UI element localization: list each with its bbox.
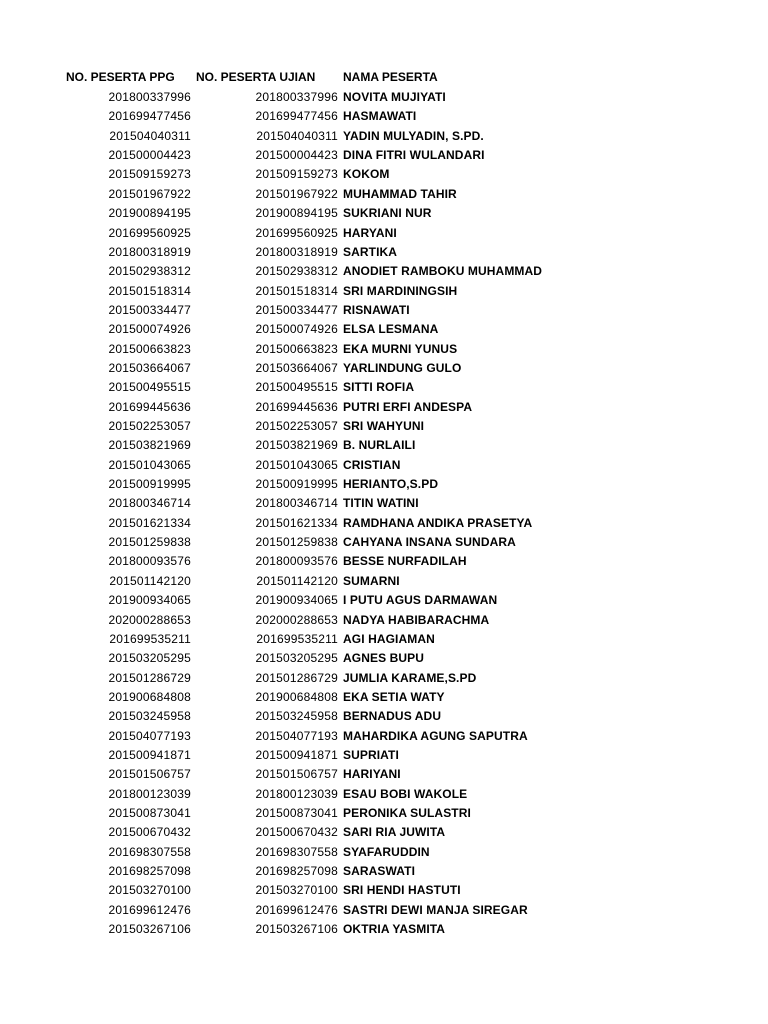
cell-no-peserta-ppg: 201503205295 — [108, 651, 191, 666]
table-row — [0, 436, 768, 455]
cell-no-peserta-ppg: 202000288653 — [108, 612, 191, 627]
table-row — [0, 862, 768, 881]
cell-no-peserta-ppg: 201500334477 — [108, 302, 191, 317]
cell-nama-peserta: SUPRIATI — [343, 747, 399, 762]
cell-no-peserta-ppg: 201503267106 — [108, 922, 191, 937]
cell-nama-peserta: PUTRI ERFI ANDESPA — [343, 399, 473, 414]
cell-no-peserta-ppg: 201500663823 — [108, 341, 191, 356]
cell-no-peserta-ujian: 201500873041 — [255, 806, 338, 820]
cell-no-peserta-ppg: 201501043065 — [108, 457, 191, 472]
cell-no-peserta-ppg: 201800318919 — [108, 244, 191, 259]
cell-no-peserta-ujian: 201500495515 — [255, 380, 338, 395]
table-row — [0, 262, 768, 281]
cell-no-peserta-ujian: 201509159273 — [255, 167, 338, 182]
cell-no-peserta-ppg: 201500873041 — [108, 806, 191, 820]
cell-nama-peserta: I PUTU AGUS DARMAWAN — [343, 593, 498, 608]
cell-no-peserta-ppg: 201503245958 — [108, 709, 191, 724]
cell-no-peserta-ppg: 201800337996 — [108, 90, 191, 104]
cell-nama-peserta: OKTRIA YASMITA — [343, 922, 446, 937]
cell-no-peserta-ppg: 201503821969 — [108, 438, 191, 453]
cell-nama-peserta: SUMARNI — [343, 573, 400, 588]
cell-no-peserta-ujian: 201900894195 — [255, 206, 338, 221]
cell-nama-peserta: ANODIET RAMBOKU MUHAMMAD — [343, 264, 543, 279]
cell-nama-peserta: SASTRI DEWI MANJA SIREGAR — [343, 902, 528, 917]
table-row — [0, 823, 768, 842]
cell-no-peserta-ujian: 201800093576 — [255, 554, 338, 569]
header-nama-peserta: NAMA PESERTA — [343, 70, 438, 84]
table-row — [0, 88, 768, 107]
cell-no-peserta-ujian: 201900684808 — [255, 689, 338, 704]
table-row — [0, 572, 768, 591]
cell-nama-peserta: BESSE NURFADILAH — [343, 554, 467, 569]
table-row — [0, 881, 768, 900]
table-row — [0, 185, 768, 204]
cell-no-peserta-ppg: 201699612476 — [108, 902, 191, 917]
cell-no-peserta-ppg: 201501259838 — [108, 535, 191, 549]
table-row — [0, 224, 768, 243]
cell-nama-peserta: RAMDHANA ANDIKA PRASETYA — [343, 515, 533, 530]
table-row — [0, 804, 768, 823]
cell-nama-peserta: B. NURLAILI — [343, 438, 416, 453]
table-row — [0, 475, 768, 494]
cell-no-peserta-ujian: 201800346714 — [255, 496, 338, 511]
cell-nama-peserta: ELSA LESMANA — [343, 322, 439, 337]
cell-no-peserta-ppg: 201500941871 — [108, 747, 191, 762]
header-no-peserta-ppg: NO. PESERTA PPG — [66, 70, 175, 84]
cell-nama-peserta: HERIANTO,S.PD — [343, 477, 439, 491]
cell-no-peserta-ppg: 201501286729 — [108, 670, 191, 685]
table-row — [0, 165, 768, 184]
cell-nama-peserta: CAHYANA INSANA SUNDARA — [343, 535, 516, 549]
cell-no-peserta-ujian: 201503664067 — [255, 360, 338, 375]
cell-no-peserta-ujian: 201504077193 — [255, 728, 338, 743]
cell-nama-peserta: SYAFARUDDIN — [343, 844, 430, 859]
table-row — [0, 301, 768, 320]
cell-no-peserta-ujian: 201501043065 — [255, 457, 338, 472]
cell-nama-peserta: MAHARDIKA AGUNG SAPUTRA — [343, 728, 528, 743]
cell-no-peserta-ppg: 201502938312 — [108, 264, 191, 279]
cell-nama-peserta: HARYANI — [343, 225, 397, 240]
cell-no-peserta-ujian: 201500074926 — [255, 322, 338, 337]
cell-no-peserta-ppg: 201503270100 — [108, 883, 191, 898]
cell-nama-peserta: AGNES BUPU — [343, 651, 425, 666]
cell-no-peserta-ujian: 201501259838 — [255, 535, 338, 549]
cell-no-peserta-ppg: 201500495515 — [108, 380, 191, 395]
cell-no-peserta-ppg: 201698257098 — [108, 864, 191, 878]
table-row — [0, 649, 768, 668]
cell-no-peserta-ujian: 201800337996 — [255, 90, 338, 104]
cell-no-peserta-ujian: 201503205295 — [255, 651, 338, 666]
table-row — [0, 494, 768, 513]
table-row — [0, 707, 768, 726]
cell-nama-peserta: SARI RIA JUWITA — [343, 825, 446, 840]
cell-nama-peserta: HARIYANI — [343, 767, 401, 782]
table-header — [0, 68, 768, 87]
cell-no-peserta-ujian: 201503270100 — [255, 883, 338, 898]
cell-nama-peserta: HASMAWATI — [343, 109, 417, 124]
cell-no-peserta-ppg: 201502253057 — [108, 419, 191, 433]
cell-no-peserta-ujian: 201504040311 — [256, 128, 338, 143]
cell-no-peserta-ppg: 201900894195 — [108, 206, 191, 221]
cell-no-peserta-ujian: 201502253057 — [255, 419, 338, 433]
table-row — [0, 243, 768, 262]
cell-no-peserta-ujian: 201501286729 — [255, 670, 338, 685]
table-row — [0, 843, 768, 862]
cell-nama-peserta: DINA FITRI WULANDARI — [343, 148, 485, 163]
cell-nama-peserta: RISNAWATI — [343, 302, 410, 317]
table-row — [0, 359, 768, 378]
table-row — [0, 514, 768, 533]
cell-no-peserta-ppg: 201500004423 — [108, 148, 191, 163]
cell-nama-peserta: AGI HAGIAMAN — [343, 631, 435, 646]
cell-no-peserta-ppg: 201501621334 — [108, 515, 191, 530]
cell-no-peserta-ppg: 201501142120 — [109, 573, 191, 588]
cell-no-peserta-ujian: 201501518314 — [255, 283, 338, 298]
table-row — [0, 765, 768, 784]
table-row — [0, 533, 768, 552]
table-row — [0, 727, 768, 746]
cell-nama-peserta: TITIN WATINI — [343, 496, 419, 511]
cell-no-peserta-ujian: 201698257098 — [255, 864, 338, 878]
cell-no-peserta-ppg: 201500074926 — [108, 322, 191, 337]
cell-no-peserta-ppg: 201500919995 — [108, 477, 191, 491]
cell-no-peserta-ppg: 201699477456 — [108, 109, 191, 124]
table-row — [0, 146, 768, 165]
cell-no-peserta-ujian: 201501621334 — [255, 515, 338, 530]
cell-nama-peserta: SRI MARDININGSIH — [343, 283, 458, 298]
table-row — [0, 688, 768, 707]
table-row — [0, 417, 768, 436]
cell-no-peserta-ppg: 201509159273 — [108, 167, 191, 182]
cell-nama-peserta: EKA SETIA WATY — [343, 689, 445, 704]
cell-no-peserta-ujian: 201500334477 — [255, 302, 338, 317]
cell-nama-peserta: SARTIKA — [343, 244, 398, 259]
cell-no-peserta-ppg: 201900934065 — [108, 593, 191, 608]
table-row — [0, 378, 768, 397]
table-row — [0, 456, 768, 475]
cell-no-peserta-ppg: 201504077193 — [108, 728, 191, 743]
cell-no-peserta-ujian: 201501506757 — [255, 767, 338, 782]
header-no-peserta-ujian: NO. PESERTA UJIAN — [196, 70, 316, 84]
cell-nama-peserta: SITTI ROFIA — [343, 380, 415, 395]
cell-no-peserta-ujian: 201500004423 — [255, 148, 338, 163]
cell-no-peserta-ujian: 201699477456 — [255, 109, 338, 124]
cell-no-peserta-ujian: 201503821969 — [255, 438, 338, 453]
table-row — [0, 552, 768, 571]
cell-no-peserta-ujian: 201699445636 — [255, 399, 338, 414]
cell-no-peserta-ppg: 201699560925 — [108, 225, 191, 240]
table-row — [0, 282, 768, 301]
table-row — [0, 785, 768, 804]
cell-nama-peserta: SUKRIANI NUR — [343, 206, 432, 221]
table-row — [0, 901, 768, 920]
cell-no-peserta-ppg: 201503664067 — [108, 360, 191, 375]
cell-nama-peserta: SRI WAHYUNI — [343, 419, 425, 433]
cell-nama-peserta: MUHAMMAD TAHIR — [343, 186, 457, 201]
cell-no-peserta-ujian: 201800318919 — [255, 244, 338, 259]
cell-no-peserta-ujian: 201699612476 — [255, 902, 338, 917]
cell-nama-peserta: NADYA HABIBARACHMA — [343, 612, 490, 627]
table-row — [0, 920, 768, 939]
cell-no-peserta-ujian: 201500670432 — [255, 825, 338, 840]
table-row — [0, 630, 768, 649]
table-row — [0, 669, 768, 688]
cell-no-peserta-ppg: 201501518314 — [108, 283, 191, 298]
cell-no-peserta-ujian: 201699560925 — [255, 225, 338, 240]
table-row — [0, 204, 768, 223]
cell-nama-peserta: YADIN MULYADIN, S.PD. — [343, 128, 484, 143]
table-row — [0, 107, 768, 126]
cell-no-peserta-ujian: 201501142120 — [256, 573, 338, 588]
cell-no-peserta-ppg: 201800093576 — [108, 554, 191, 569]
table-row — [0, 398, 768, 417]
cell-no-peserta-ujian: 201699535211 — [256, 631, 338, 646]
table-row — [0, 746, 768, 765]
table-row — [0, 591, 768, 610]
cell-no-peserta-ujian: 201503267106 — [255, 922, 338, 937]
cell-no-peserta-ppg: 201500670432 — [108, 825, 191, 840]
cell-no-peserta-ujian: 201698307558 — [255, 844, 338, 859]
cell-nama-peserta: NOVITA MUJIYATI — [343, 90, 446, 104]
table-row — [0, 340, 768, 359]
cell-no-peserta-ujian: 202000288653 — [255, 612, 338, 627]
cell-nama-peserta: SARASWATI — [343, 864, 416, 878]
cell-no-peserta-ppg: 201800346714 — [108, 496, 191, 511]
cell-no-peserta-ppg: 201900684808 — [108, 689, 191, 704]
table-row — [0, 611, 768, 630]
cell-no-peserta-ujian: 201502938312 — [255, 264, 338, 279]
cell-no-peserta-ppg: 201800123039 — [108, 786, 191, 801]
cell-no-peserta-ujian: 201503245958 — [255, 709, 338, 724]
cell-no-peserta-ppg: 201501967922 — [108, 186, 191, 201]
cell-nama-peserta: KOKOM — [343, 167, 390, 182]
cell-no-peserta-ujian: 201500919995 — [255, 477, 338, 491]
cell-nama-peserta: PERONIKA SULASTRI — [343, 806, 471, 820]
table-row — [0, 320, 768, 339]
cell-no-peserta-ppg: 201699445636 — [108, 399, 191, 414]
cell-nama-peserta: CRISTIAN — [343, 457, 401, 472]
cell-no-peserta-ujian: 201501967922 — [255, 186, 338, 201]
cell-no-peserta-ppg: 201698307558 — [108, 844, 191, 859]
cell-nama-peserta: ESAU BOBI WAKOLE — [343, 786, 468, 801]
cell-nama-peserta: YARLINDUNG GULO — [343, 360, 462, 375]
cell-no-peserta-ujian: 201500941871 — [255, 747, 338, 762]
cell-no-peserta-ujian: 201900934065 — [255, 593, 338, 608]
cell-no-peserta-ppg: 201501506757 — [108, 767, 191, 782]
cell-no-peserta-ujian: 201500663823 — [255, 341, 338, 356]
cell-no-peserta-ppg: 201504040311 — [109, 128, 191, 143]
cell-nama-peserta: EKA MURNI YUNUS — [343, 341, 458, 356]
cell-no-peserta-ujian: 201800123039 — [255, 786, 338, 801]
cell-nama-peserta: BERNADUS ADU — [343, 709, 442, 724]
cell-nama-peserta: JUMLIA KARAME,S.PD — [343, 670, 477, 685]
table-row — [0, 127, 768, 146]
cell-no-peserta-ppg: 201699535211 — [109, 631, 191, 646]
cell-nama-peserta: SRI HENDI HASTUTI — [343, 883, 461, 898]
